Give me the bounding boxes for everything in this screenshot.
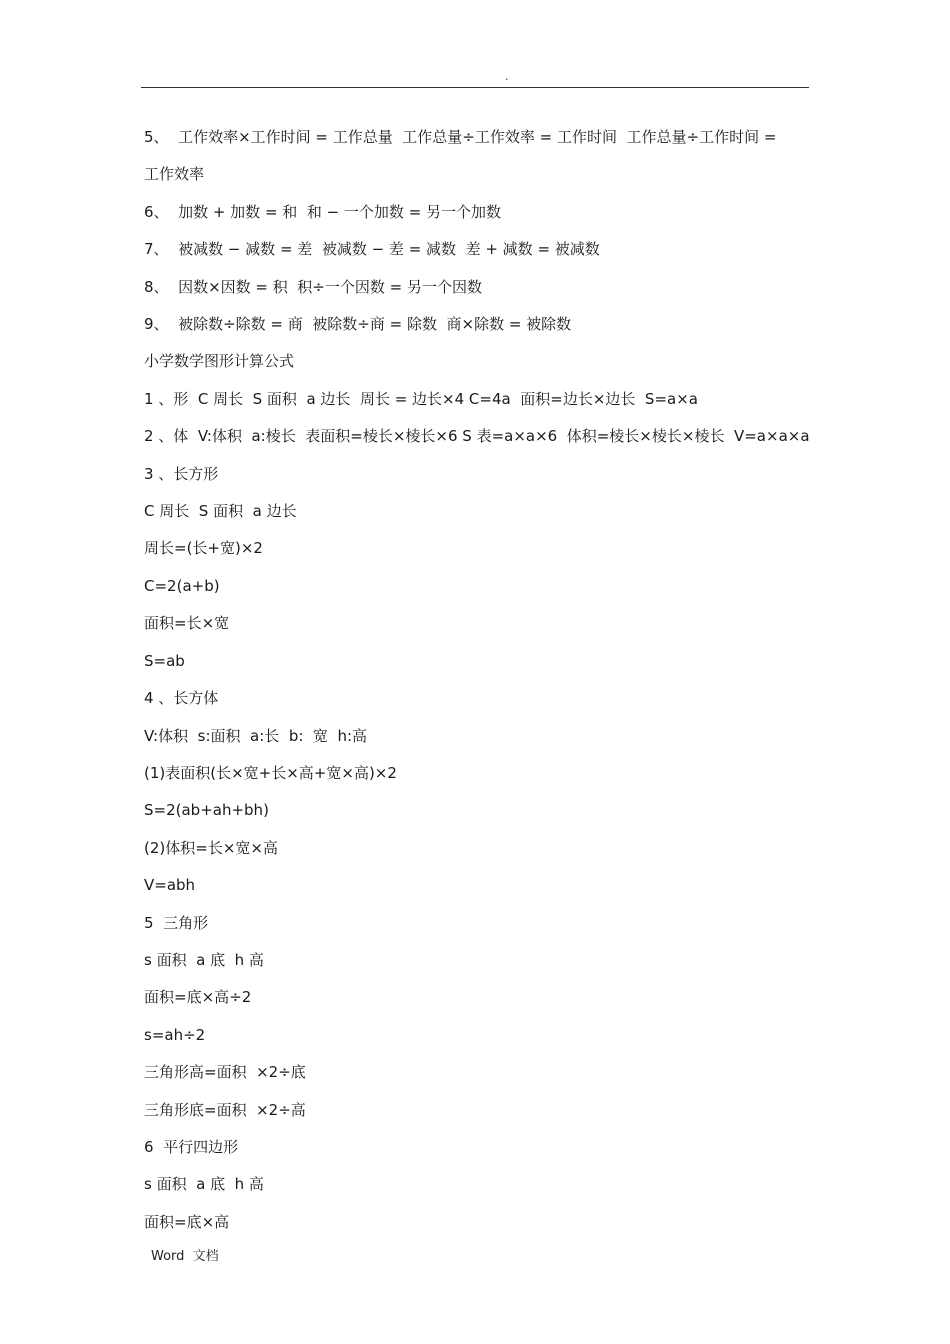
cuboid-legend: V:体积 s:面积 a:长 b: 宽 h:高: [144, 726, 368, 745]
formula-line-cube: 2 、体 V:体积 a:棱长 表面积=棱长×棱长×6 S 表=a×a×6 体积=棱长×棱长×棱长 V=a×a×a: [144, 427, 810, 446]
formula-line-5-work: 5、 工作效率×工作时间 = 工作总量 工作总量÷工作效率 = 工作时间 工作总量÷工作时间 =: [144, 128, 777, 146]
rectangle-area: 面积=长×宽: [144, 614, 230, 633]
subheading-rectangle: 3 、长方形: [144, 464, 219, 483]
formula-line-9-division: 9、 被除数÷除数 = 商 被除数÷商 = 除数 商×除数 = 被除数: [144, 315, 572, 334]
document-body: [144, 119, 812, 1241]
cuboid-surface-area: (1)表面积(长×宽+长×高+宽×高)×2: [144, 763, 397, 782]
cuboid-volume: (2)体积=长×宽×高: [144, 838, 278, 857]
rectangle-area-formula: S=ab: [144, 651, 185, 670]
subheading-parallelogram: 6 平行四边形: [144, 1137, 239, 1156]
formula-line-5-work-cont: 工作效率: [144, 165, 205, 184]
triangle-base: 三角形底=面积 ×2÷高: [144, 1100, 306, 1119]
rectangle-perimeter-formula: C=2(a+b): [144, 576, 220, 595]
header-mark: .: [505, 70, 509, 83]
triangle-height: 三角形高=面积 ×2÷底: [144, 1063, 306, 1082]
triangle-area-formula: s=ah÷2: [144, 1025, 206, 1044]
formula-line-8-multiplication: 8、 因数×因数 = 积 积÷一个因数 = 另一个因数: [144, 277, 482, 296]
formula-line-6-addition: 6、 加数 + 加数 = 和 和 − 一个加数 = 另一个加数: [144, 202, 502, 221]
formula-line-7-subtraction: 7、 被减数 − 减数 = 差 被减数 − 差 = 减数 差 + 减数 = 被减数: [144, 240, 600, 259]
subheading-cuboid: 4 、长方体: [144, 689, 219, 708]
formula-line-square: 1 、形 C 周长 S 面积 a 边长 周长 = 边长×4 C=4a 面积=边长×边长 S=a×a: [144, 389, 698, 408]
cuboid-volume-formula: V=abh: [144, 876, 196, 895]
parallelogram-legend: s 面积 a 底 h 高: [144, 1175, 264, 1194]
triangle-area: 面积=底×高÷2: [144, 988, 252, 1007]
page-footer: Word 文档: [151, 1249, 219, 1264]
rectangle-legend: C 周长 S 面积 a 边长: [144, 502, 297, 521]
section-heading-geometry: 小学数学图形计算公式: [144, 352, 295, 371]
cuboid-surface-area-formula: S=2(ab+ah+bh): [144, 801, 269, 820]
header-rule: [141, 87, 809, 88]
rectangle-perimeter: 周长=(长+宽)×2: [144, 539, 263, 558]
subheading-triangle: 5 三角形: [144, 913, 209, 932]
triangle-legend: s 面积 a 底 h 高: [144, 950, 264, 969]
parallelogram-area: 面积=底×高: [144, 1212, 230, 1231]
